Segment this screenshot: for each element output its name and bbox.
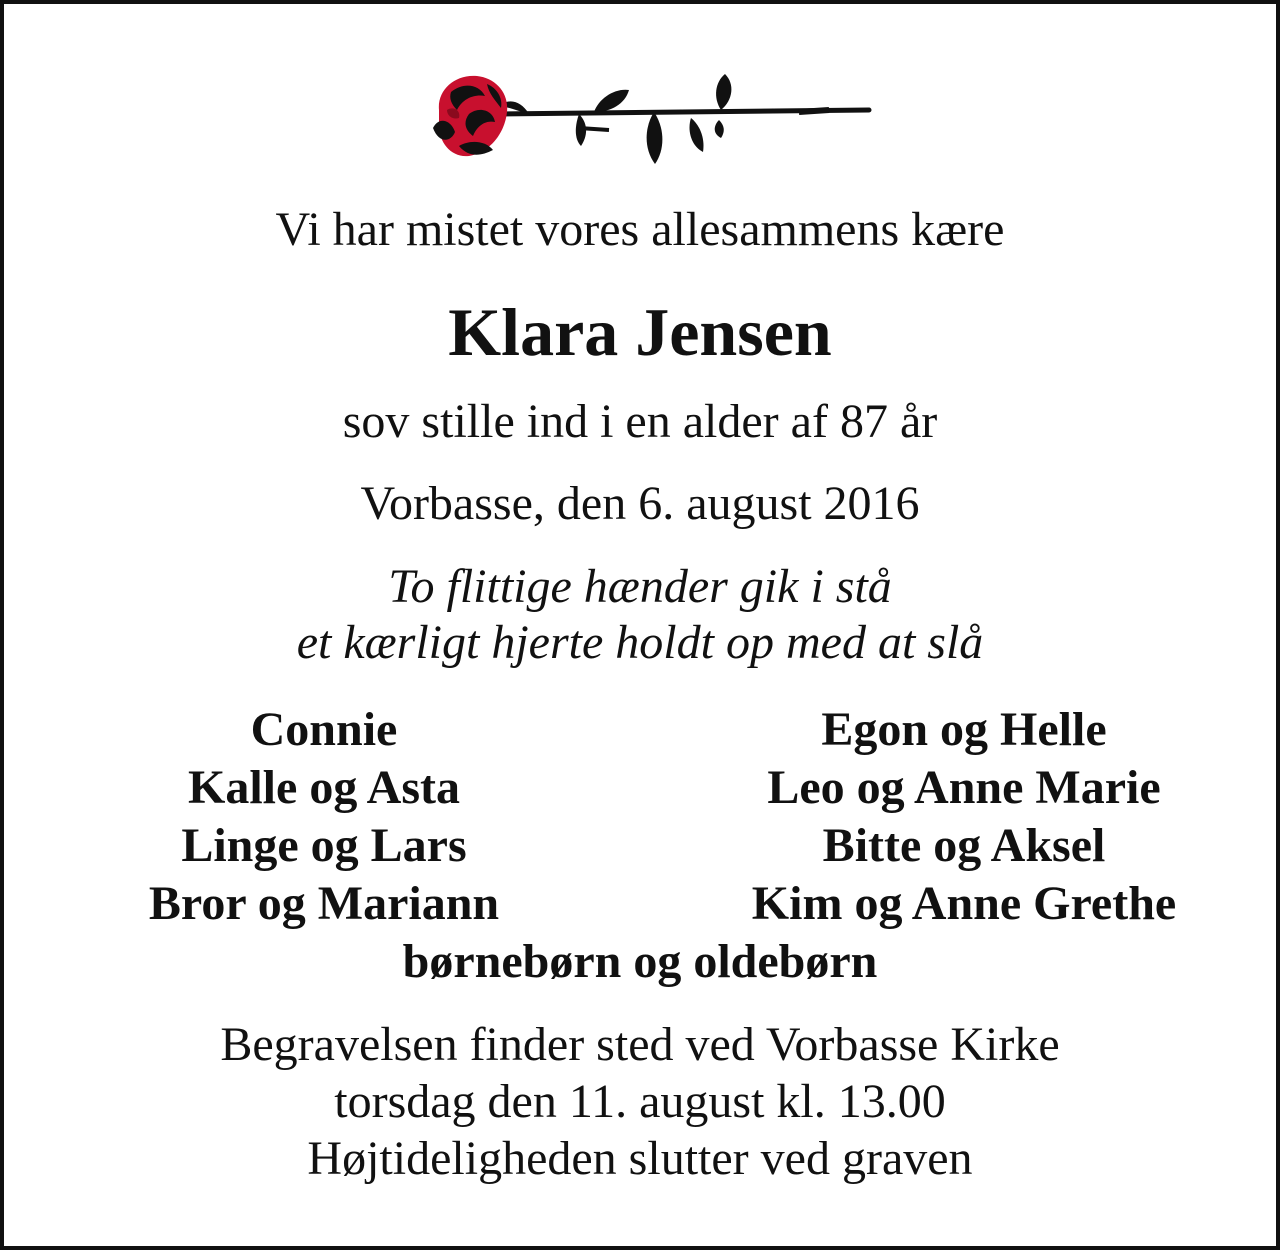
family-member: Egon og Helle: [821, 703, 1107, 756]
place-date-line: Vorbasse, den 6. august 2016: [360, 477, 920, 530]
age-line: sov stille ind i en alder af 87 år: [342, 395, 938, 448]
funeral-info: [4, 1016, 1276, 1187]
family-member: Kim og Anne Grethe: [751, 877, 1177, 930]
funeral-line: Højtideligheden slutter ved graven: [307, 1132, 973, 1185]
family-member: Bror og Mariann: [148, 877, 500, 930]
verse-line: To flittige hænder gik i stå: [388, 560, 892, 613]
family-member: Bitte og Aksel: [822, 819, 1106, 872]
family-column-left: [84, 701, 564, 933]
funeral-line: torsdag den 11. august kl. 13.00: [334, 1075, 946, 1128]
verse-line: et kærligt hjerte holdt op med at slå: [296, 616, 984, 669]
family-member: Connie: [250, 703, 398, 756]
family-member: Kalle og Asta: [188, 761, 460, 814]
family-member: Leo og Anne Marie: [767, 761, 1161, 814]
funeral-line: Begravelsen finder sted ved Vorbasse Kirke: [220, 1018, 1060, 1071]
grandchildren-line: børnebørn og oldebørn: [402, 935, 878, 988]
intro-line: Vi har mistet vores allesammens kære: [275, 203, 1005, 256]
memorial-verse: [4, 559, 1276, 671]
deceased-name: Klara Jensen: [448, 294, 832, 370]
family-member: Linge og Lars: [181, 819, 467, 872]
rose-icon: [429, 70, 874, 172]
family-column-right: [704, 701, 1224, 933]
